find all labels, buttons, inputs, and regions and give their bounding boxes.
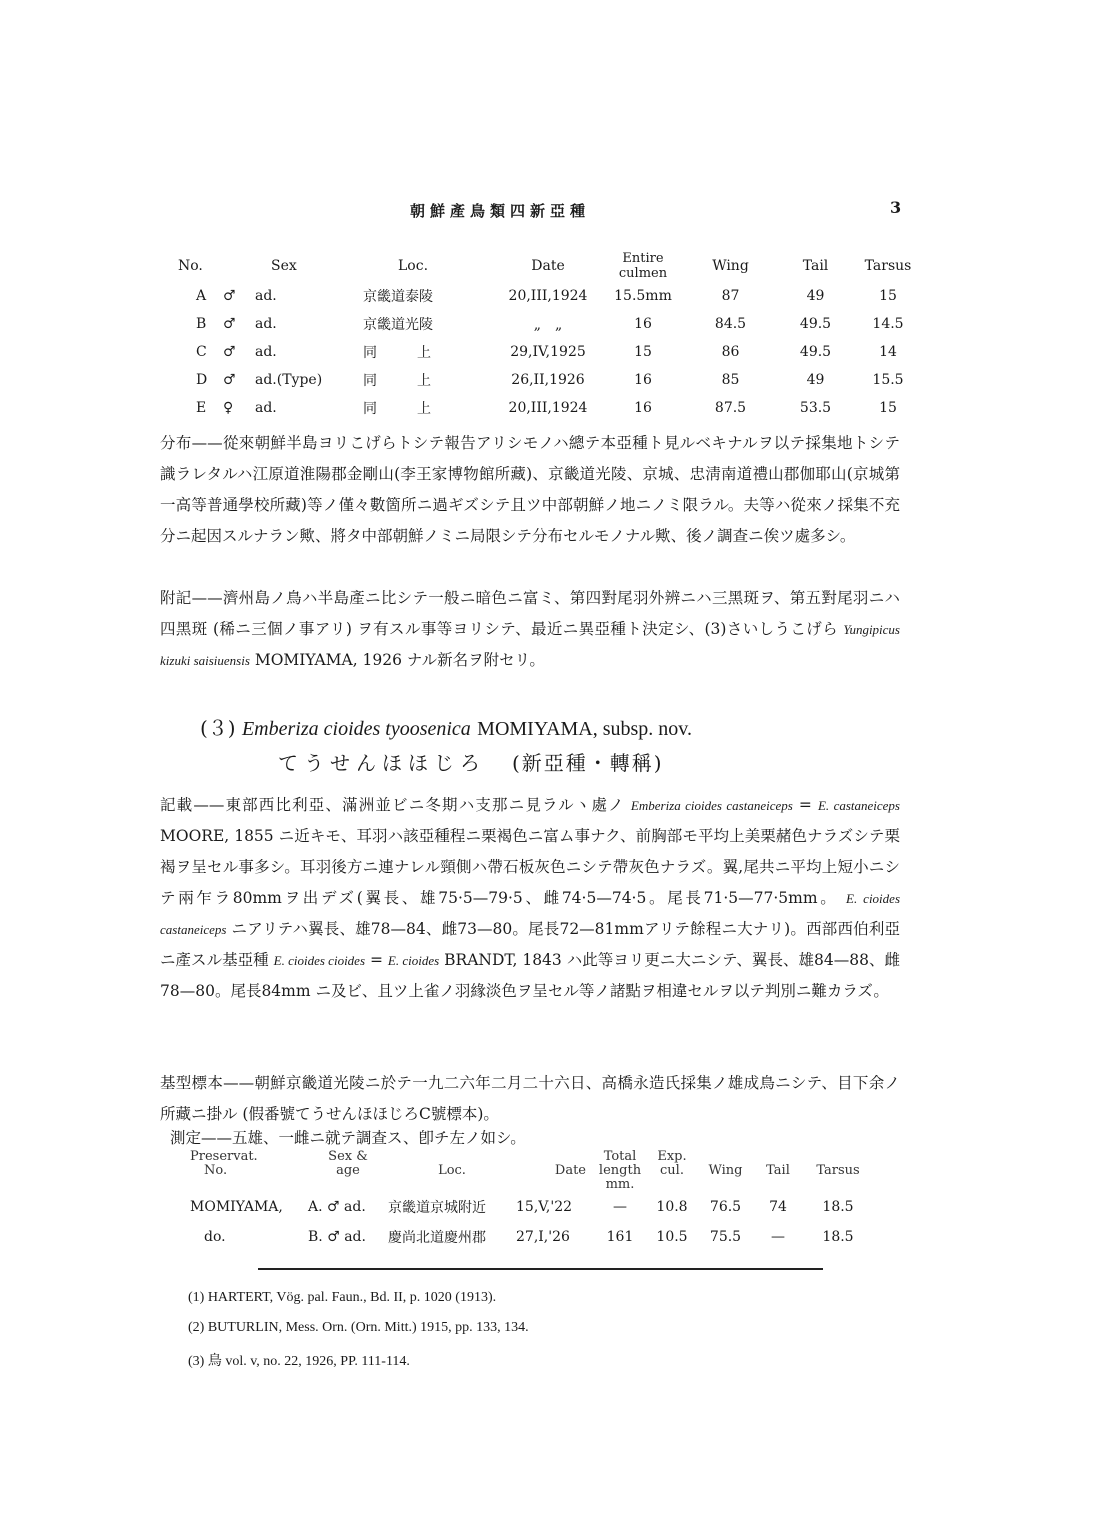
cell-culmen: 16 (634, 400, 652, 416)
cell-date: 20,III,1924 (508, 288, 588, 304)
measurement-table-2 (190, 1150, 873, 1252)
cell-tarsus: 15 (879, 288, 897, 304)
col-wing: Wing (712, 258, 749, 274)
desc-text: 記載——東部西比利亞、滿洲並ビニ冬期ハ支那ニ見ラルヽ處ノ (160, 796, 625, 814)
cell-loc-1: 京畿道光陵 (363, 317, 433, 333)
cell-sex-age: B. ♂ ad. (308, 1229, 366, 1245)
cell-no: B (196, 316, 207, 332)
cell-tarsus: 15 (879, 400, 897, 416)
cell-culmen: 15.5mm (614, 288, 672, 304)
cell-age: ad.(Type) (255, 372, 323, 388)
cell-loc: 慶尚北道慶州郡 (388, 1230, 486, 1246)
cell-loc-2: 上 (417, 401, 431, 417)
col-length-label: length (598, 1163, 642, 1178)
cell-age: ad. (255, 344, 277, 360)
col-total-length (594, 1150, 646, 1192)
desc-latin: E. cioides (387, 953, 440, 968)
cell-loc (363, 282, 498, 310)
table-header-row (190, 1150, 873, 1192)
cell-exp: 10.8 (656, 1199, 688, 1215)
cell-no: D (196, 372, 208, 388)
col-preservat (190, 1150, 308, 1192)
footnote-divider (258, 1268, 823, 1270)
cell-tail: 49 (806, 288, 825, 304)
cell-date: 20,III,1924 (508, 400, 588, 416)
paragraph-description (160, 790, 900, 1007)
col-total-label: Total (603, 1149, 637, 1164)
cell-sex-symbol: ♂ (223, 372, 236, 388)
desc-latin: Emberiza cioides castaneiceps (630, 798, 793, 813)
section-heading (200, 712, 692, 741)
cell-date: 15,V,'22 (516, 1199, 573, 1215)
cell-wing: 75.5 (709, 1229, 742, 1245)
table-header-row (178, 250, 918, 282)
cell-preservat: do. (204, 1229, 226, 1245)
species-note: (新亞種・轉稱) (512, 751, 664, 775)
section-subheading (278, 747, 664, 776)
desc-text: BRANDT, 1843 ハ此等ヨリ更ニ大ニシテ、翼長、雄84—88、雌78—80。尾長84mm ニ及ビ、且ツ上雀ノ羽緣淡色ヲ呈セル等ノ諸點ヲ相違セルヲ以テ判別ニ難カラズ。 (160, 951, 901, 1000)
desc-latin: E. cioides cioides (273, 953, 366, 968)
col-sex-age (308, 1150, 388, 1192)
col-date: Date (554, 1163, 586, 1178)
appendix-text-1: 附記——濟州島ノ鳥ハ半島產ニ比シテ一般ニ暗色ニ富ミ、第四對尾羽外辨ニハ三黑斑ヲ、第五對尾羽ニハ四黑斑 (稀ニ三個ノ事アリ) ヲ有スル事等ヨリシテ、最近ニ異亞種ト決定シ、(3)さいしうこげら (160, 589, 900, 638)
col-tail: Tail (802, 258, 829, 274)
appendix-text-2: MOMIYAMA, 1926 ナル新名ヲ附セリ。 (249, 651, 545, 669)
footnote-3: (3) 鳥 vol. v, no. 22, 1926, PP. 111-114. (188, 1354, 410, 1369)
col-tarsus: Tarsus (816, 1163, 860, 1178)
col-cul-label: cul. (660, 1163, 684, 1178)
col-tail: Tail (766, 1163, 790, 1178)
paragraph-measurement: 測定——五雄、一雌ニ就テ調查ス、卽チ左ノ如シ。 (170, 1129, 526, 1147)
cell-tarsus: 14.5 (872, 316, 904, 332)
col-entire-label: Entire (622, 251, 664, 266)
cell-loc (363, 310, 498, 338)
cell-tail: 49.5 (799, 316, 832, 332)
cell-loc: 京畿道京城附近 (388, 1200, 486, 1216)
cell-date: 26,II,1926 (511, 372, 585, 388)
cell-culmen: 15 (634, 344, 652, 360)
cell-sex-symbol: ♂ (223, 316, 236, 332)
cell-sex-age: A. ♂ ad. (308, 1199, 366, 1215)
cell-exp: 10.5 (656, 1229, 688, 1245)
col-preservat-label: Preservat. (190, 1149, 258, 1164)
cell-loc-1: 同 (363, 345, 377, 361)
species-latin-name: Emberiza cioides tyoosenica (241, 718, 471, 740)
col-wing: Wing (708, 1163, 743, 1178)
cell-tarsus: 14 (879, 344, 897, 360)
col-exp-label: Exp. (657, 1149, 687, 1164)
col-tarsus: Tarsus (864, 258, 912, 274)
cell-loc-1: 同 (363, 401, 377, 417)
col-culmen-label: culmen (618, 266, 668, 281)
cell-tarsus: 18.5 (822, 1229, 854, 1245)
cell-sex-symbol: ♂ (223, 288, 236, 304)
cell-tail: 49.5 (799, 344, 832, 360)
cell-tail: 49 (806, 372, 825, 388)
cell-date: 29,IV,1925 (510, 344, 586, 360)
cell-tarsus: 15.5 (872, 372, 904, 388)
cell-wing: 87 (721, 288, 740, 304)
cell-tarsus: 18.5 (822, 1199, 854, 1215)
cell-sex-symbol: ♀ (223, 400, 234, 416)
footnote-2: (2) BUTURLIN, Mess. Orn. (Orn. Mitt.) 1915, pp. 133, 134. (188, 1320, 529, 1335)
cell-age: ad. (255, 288, 277, 304)
col-loc: Loc. (438, 1163, 466, 1178)
col-age-label: age (336, 1163, 360, 1178)
col-no-label: No. (204, 1163, 228, 1178)
desc-text: = (365, 951, 388, 969)
paragraph-type-specimen: 基型標本——朝鮮京畿道光陵ニ於テ一九二六年二月二十六日、高橋永造氏採集ノ雄成鳥ニシテ、目下余ノ所藏ニ掛ル (假番號てうせんほほじろC號標本)。 (160, 1074, 900, 1123)
footnote-1: (1) HARTERT, Vög. pal. Faun., Bd. II, p. 1020 (1913). (188, 1290, 497, 1305)
cell-no: E (196, 400, 207, 416)
cell-culmen: 16 (634, 316, 652, 332)
desc-latin: E. castaneiceps (817, 798, 900, 813)
desc-text: MOORE, 1855 ニ近キモ、耳羽ハ該亞種程ニ栗褐色ニ富ム事ナク、前胸部モ平均上美栗赭色ナラズシテ栗褐ヲ呈セル事多シ。耳羽後方ニ連ナレル頸側ハ帶石板灰色ニシテ帶灰色ナラズ。翼,尾共ニ平均上短小ニシテ兩乍ラ80mmヲ出デズ(翼長、雄75·5—79·5、雌74·5—74·5。尾長71·5—77·5mm。 (160, 827, 900, 907)
col-no: No. (178, 258, 203, 274)
cell-loc (363, 394, 498, 422)
cell-date: 27,I,'26 (516, 1229, 570, 1245)
species-japanese-name: てうせんほほじろ (278, 751, 486, 775)
table-row (190, 1222, 873, 1252)
col-loc: Loc. (398, 258, 429, 274)
table-row (178, 366, 918, 394)
cell-tail: — (771, 1229, 785, 1245)
cell-culmen: 16 (634, 372, 652, 388)
cell-loc-1: 同 (363, 373, 377, 389)
desc-text: ニアリテハ翼長、雄78—84、雌73—80。尾長72—81mmアリテ餘程ニ大ナリ)。西部西伯利亞ニ產スル基亞種 (160, 920, 900, 969)
table-row (190, 1192, 873, 1222)
cell-preservat: MOMIYAMA, (190, 1199, 283, 1215)
cell-total: — (613, 1199, 627, 1215)
cell-loc (363, 338, 498, 366)
desc-latin: E. cioides castaneiceps (160, 891, 901, 937)
species-author: MOMIYAMA, subsp. nov. (477, 718, 693, 740)
table-row (178, 310, 918, 338)
paragraph-appendix (160, 583, 900, 676)
cell-total: 161 (606, 1229, 634, 1245)
cell-wing: 84.5 (714, 316, 747, 332)
cell-date: „ „ (533, 317, 563, 333)
cell-wing: 76.5 (709, 1199, 742, 1215)
table-row (178, 282, 918, 310)
cell-loc-1: 京畿道泰陵 (363, 289, 433, 305)
appendix-latin-name: Yungipicus kizuki saisiuensis (160, 622, 900, 668)
cell-age: ad. (255, 400, 277, 416)
cell-loc (363, 366, 498, 394)
cell-wing: 85 (721, 372, 740, 388)
cell-wing: 86 (721, 344, 740, 360)
section-number: (３) (200, 716, 236, 740)
table-row (178, 394, 918, 422)
cell-loc-2: 上 (417, 373, 431, 389)
desc-text: = (792, 796, 818, 814)
cell-tail: 53.5 (799, 400, 832, 416)
paragraph-distribution: 分布——從來朝鮮半島ヨリこげらトシテ報告アリシモノハ總テ本亞種ト見ルベキナルヲ以テ採集地トシテ識ラレタルハ江原道淮陽郡金剛山(李王家博物館所藏)、京畿道光陵、京城、忠淸南道禮山郡伽耶山(京城第一高等普通學校所藏)等ノ僅々數箇所ニ過ギズシテ且ツ中部朝鮮ノ地ニノミ限ラル。夫等ハ從來ノ採集不充分ニ起因スルナラン歟、將タ中部朝鮮ノミニ局限シテ分布セルモノナル歟、後ノ調查ニ俟ツ處多シ。 (160, 434, 900, 545)
col-entire-culmen (598, 250, 688, 282)
cell-sex-symbol: ♂ (223, 344, 236, 360)
table-row (178, 338, 918, 366)
cell-no: C (196, 344, 207, 360)
cell-tail: 74 (769, 1199, 787, 1215)
col-sex: Sex (271, 258, 297, 274)
col-mm-label: mm. (605, 1177, 635, 1192)
page-number: 3 (890, 198, 902, 217)
col-date: Date (531, 258, 565, 274)
running-title: 朝鮮產鳥類四新亞種 (410, 202, 591, 220)
cell-loc-2: 上 (417, 345, 431, 361)
cell-wing: 87.5 (714, 400, 747, 416)
measurement-table-1 (178, 250, 918, 422)
cell-no: A (196, 288, 207, 304)
cell-age: ad. (255, 316, 277, 332)
col-sex-label: Sex & (328, 1149, 368, 1164)
col-exp-cul (646, 1150, 698, 1192)
